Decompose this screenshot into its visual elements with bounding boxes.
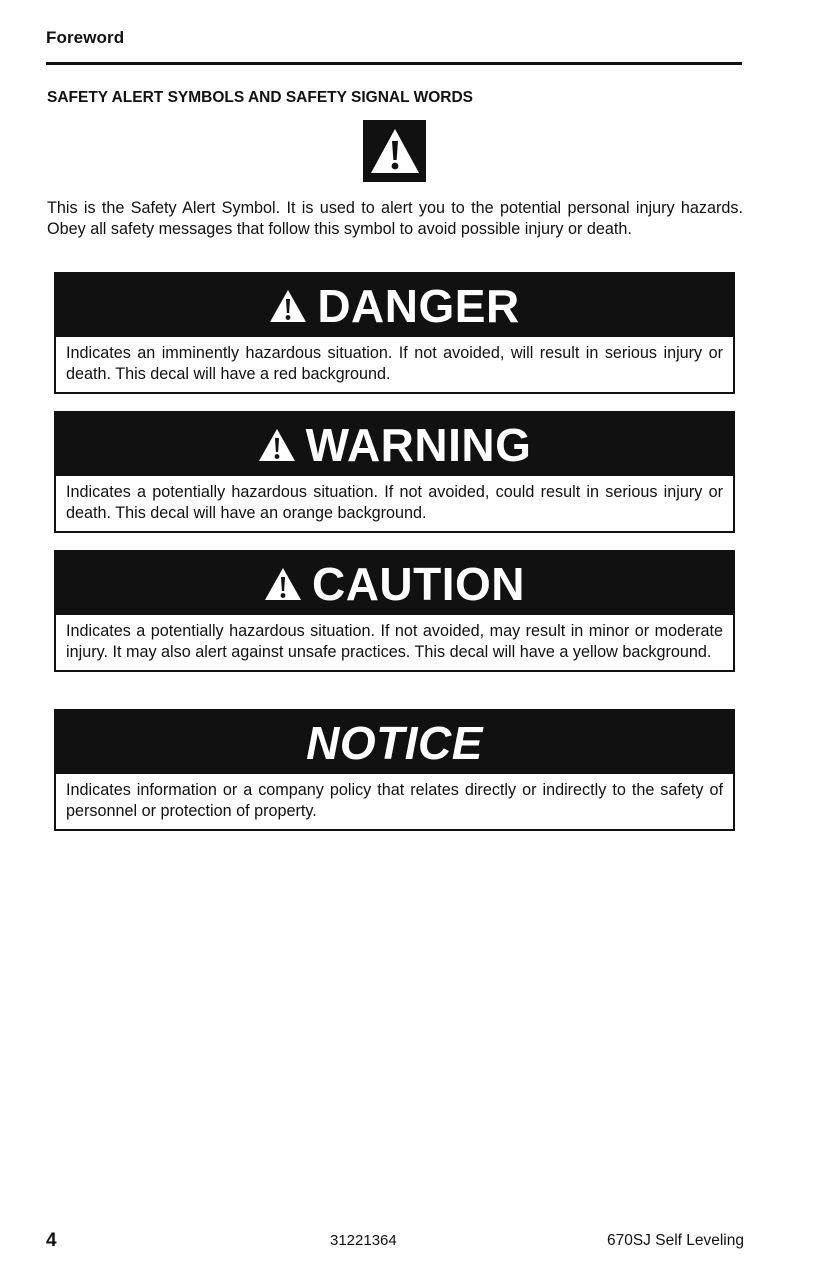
notice-panel [54, 709, 735, 831]
caution-panel [54, 550, 735, 672]
page-number: 4 [46, 1230, 57, 1251]
page-header-title: Foreword [46, 28, 125, 47]
notice-description: Indicates information or a company policy that relates directly or indirectly to the safety of personnel or protection of property. [66, 781, 723, 820]
warning-triangle-icon [369, 126, 421, 176]
model-name: 670SJ Self Leveling [606, 1232, 744, 1249]
danger-header [56, 274, 733, 337]
warning-triangle-icon [269, 289, 307, 323]
warning-signal-word: WARNING [305, 418, 532, 471]
caution-description: Indicates a potentially hazardous situation. If not avoided, may result in minor or moderate injury. It may also alert against unsafe practices. This decal will have a yellow background. [66, 622, 723, 661]
warning-description: Indicates a potentially hazardous situation. If not avoided, could result in serious injury or death. This decal will have an orange background. [66, 483, 723, 522]
warning-header [56, 413, 733, 476]
warning-triangle-icon [264, 567, 302, 601]
caution-header [56, 552, 733, 615]
danger-signal-word: DANGER [317, 279, 520, 332]
safety-alert-symbol [363, 120, 426, 182]
notice-header [56, 711, 733, 774]
intro-paragraph: This is the Safety Alert Symbol. It is used to alert you to the potential personal injury hazards. Obey all safety messages that follow this symbol to avoid possible injury or death. [47, 199, 743, 238]
notice-signal-word: NOTICE [306, 716, 483, 769]
section-heading: SAFETY ALERT SYMBOLS AND SAFETY SIGNAL WORDS [47, 89, 473, 106]
danger-panel [54, 272, 735, 394]
document-number: 31221364 [330, 1232, 397, 1249]
warning-panel [54, 411, 735, 533]
danger-description: Indicates an imminently hazardous situation. If not avoided, will result in serious injury or death. This decal will have a red background. [66, 344, 723, 383]
caution-signal-word: CAUTION [311, 557, 526, 610]
warning-triangle-icon [258, 428, 296, 462]
header-rule [46, 62, 742, 65]
